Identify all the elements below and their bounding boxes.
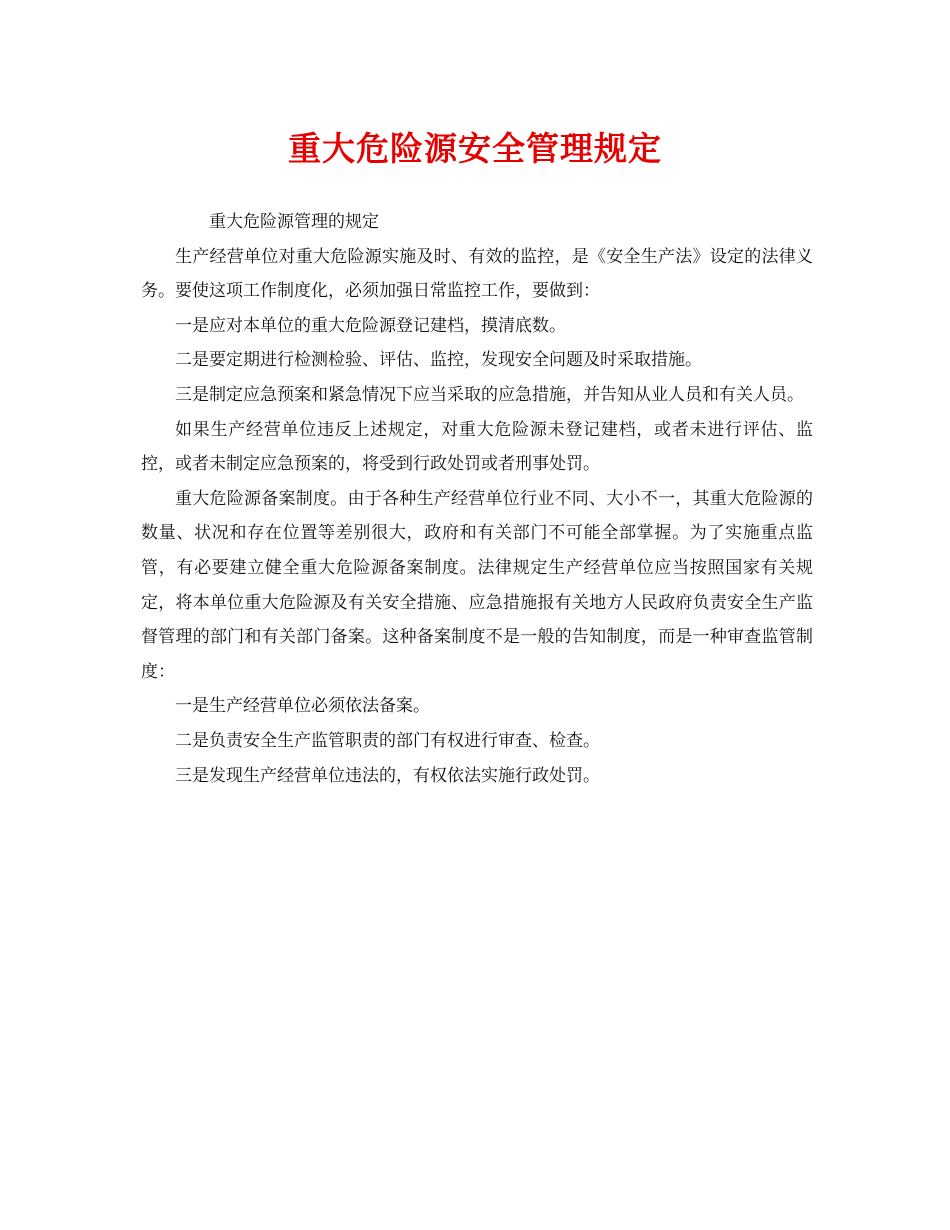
paragraph: 一是生产经营单位必须依法备案。 [175,696,430,717]
paragraph: 三是制定应急预案和紧急情况下应当采取的应急措施，并告知从业人员和有关人员。 [175,384,804,405]
document-subtitle: 重大危险源管理的规定 [209,212,379,232]
paragraph: 如果生产经营单位违反上述规定，对重大危险源未登记建档，或者未进行评估、监控，或者未制定应急预案的，将受到行政处罚或者刑事处罚。 [141,419,813,475]
paragraph: 二是负责安全生产监管职责的部门有权进行审查、检查。 [175,730,600,751]
paragraph: 二是要定期进行检测检验、评估、监控，发现安全问题及时采取措施。 [175,350,702,371]
document-body [141,205,813,793]
paragraph: 生产经营单位对重大危险源实施及时、有效的监控，是《安全生产法》设定的法律义务。要使这项工作制度化，必须加强日常监控工作，要做到： [141,246,813,302]
paragraph: 重大危险源备案制度。由于各种生产经营单位行业不同、大小不一，其重大危险源的数量、状况和存在位置等差别很大，政府和有关部门不可能全部掌握。为了实施重点监管，有必要建立健全重大危险源备案制度。法律规定生产经营单位应当按照国家有关规定，将本单位重大危险源及有关安全措施、应急措施报有关地方人民政府负责安全生产监督管理的部门和有关部门备案。这种备案制度不是一般的告知制度，而是一种审查监管制度： [141,488,813,682]
paragraph: 一是应对本单位的重大危险源登记建档，摸清底数。 [175,315,566,336]
paragraph: 三是发现生产经营单位违法的，有权依法实施行政处罚。 [175,765,600,786]
document-title: 重大危险源安全管理规定 [288,129,662,168]
